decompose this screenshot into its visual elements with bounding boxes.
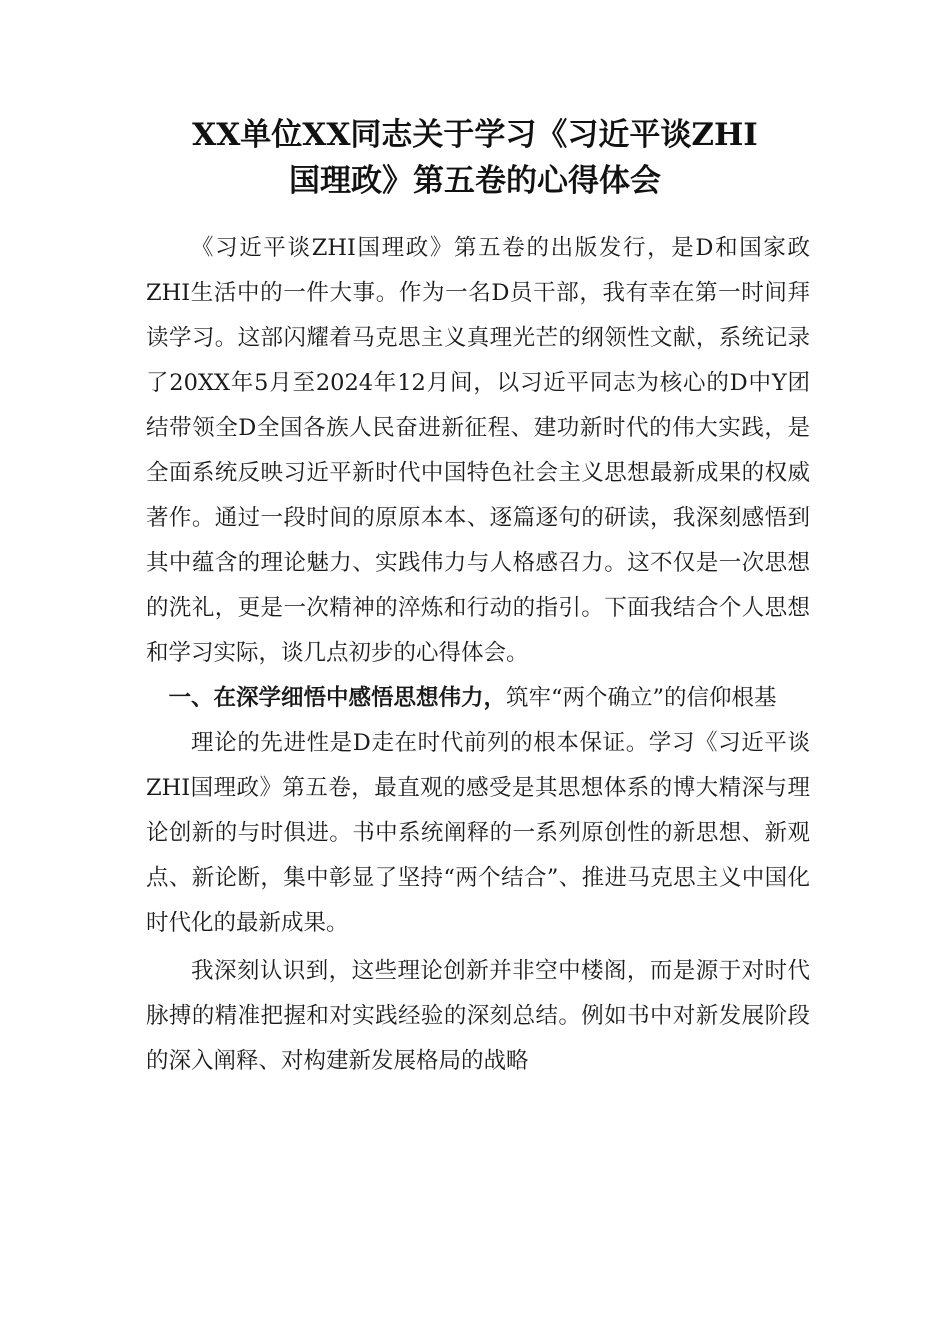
document-body (146, 226, 810, 1084)
section-heading-1-bold: 一、在深学细悟中感悟思想伟力， (168, 685, 507, 711)
section-1-paragraph-2: 我深刻认识到，这些理论创新并非空中楼阁，而是源于对时代脉搏的精准把握和对实践经验的深刻总结。例如书中对新发展阶段的深入阐释、对构建新发展格局的战略 (146, 958, 810, 1074)
title-line-2: 国理政》第五卷的心得体会 (289, 163, 661, 199)
document-title (140, 112, 810, 204)
section-heading-1 (146, 676, 810, 721)
intro-paragraph: 《习近平谈ZHI国理政》第五卷的出版发行，是D和国家政ZHI生活中的一件大事。作为一名D员干部，我有幸在第一时间拜读学习。这部闪耀着马克思主义真理光芒的纲领性文献，系统记录了20XX年5月至2024年12月间，以习近平同志为核心的D中Y团结带领全D全国各族人民奋进新征程、建功新时代的伟大实践，是全面系统反映习近平新时代中国特色社会主义思想最新成果的权威著作。通过一段时间的原原本本、逐篇逐句的研读，我深刻感悟到其中蕴含的理论魅力、实践伟力与人格感召力。这不仅是一次思想的洗礼，更是一次精神的淬炼和行动的指引。下面我结合个人思想和学习实际，谈几点初步的心得体会。 (146, 235, 810, 666)
title-line-1: XX单位XX同志关于学习《习近平谈ZHI (192, 117, 758, 153)
section-heading-1-rest: 筑牢“两个确立”的信仰根基 (506, 685, 777, 711)
section-1-paragraph-1: 理论的先进性是D走在时代前列的根本保证。学习《习近平谈ZHI国理政》第五卷，最直观的感受是其思想体系的博大精深与理论创新的与时俱进。书中系统阐释的一系列原创性的新思想、新观点、新论断，集中彰显了坚持“两个结合”、推进马克思主义中国化时代化的最新成果。 (146, 730, 810, 936)
